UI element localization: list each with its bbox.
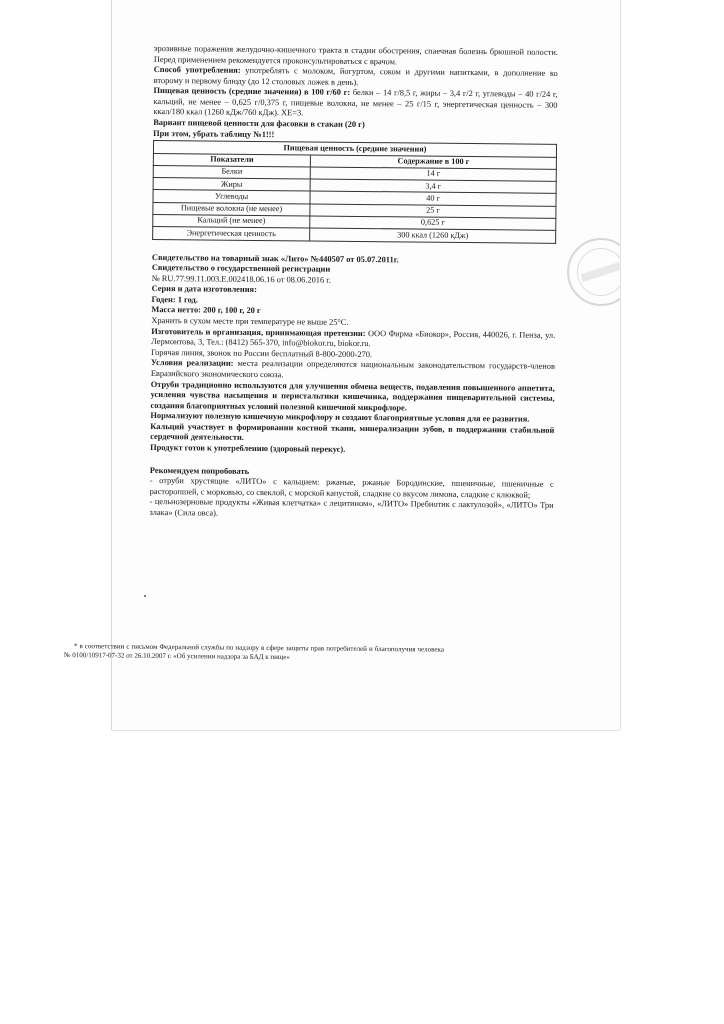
registration-number: № RU.77.99.11.003.Е.002418.06.16 от 08.06.2016 г.	[151, 273, 331, 285]
table-cell-name: Пищевые волокна (не менее)	[153, 202, 310, 216]
method-text: употреблять с молоком, йогуртом, соком и другими напитками, в дополнение ко второму и первому блюду (до 12 столовых ложек в день).	[153, 65, 558, 87]
benefit-paragraph: Кальций участвует в формировании костной ткани, минерализации зубов, в поддержании стабильной сердечной деятельности.	[150, 421, 555, 443]
footnote-text: * в соответствии с письмом Федеральной службы по надзору в сфере защиты прав потребителей и благополучия человека № 0100/10917-07-32 от 26.10.2007 г. «Об усилении надзора за БАД к пище»	[63, 642, 444, 662]
recommend-item: - отруби хрустящие «ЛИТО» с кальцием: ржаные, ржаные Бородинские, пшеничные, пшеничные с расторопшей, с морковью, со свеклой, с морской капустой, сладкие со вкусом лимона, сладкие с клюквой;	[149, 476, 554, 500]
page-content	[149, 44, 558, 522]
recommend-item: - цельнозерновые продукты «Живая клетчатка» с лецитином», «ЛИТО» Пребиотик с лактулозой», «ЛИТО» Три злака» (Сила овса).	[149, 497, 554, 518]
benefit-paragraph: Продукт готов к употреблению (здоровый перекус).	[150, 442, 346, 454]
benefit-paragraph: Нормализуют полезную кишечную микрофлору и создают благоприятные условия для ее развития.	[150, 411, 530, 424]
table-cell-value: 3,4 г	[310, 179, 556, 194]
scan-speck	[144, 595, 146, 597]
recommend-title: Рекомендуем попробовать	[149, 465, 250, 476]
intro-paragraph: эрозивные поражения желудочно-кишечного тракта в стадии обострения, спаечная болезнь брюшной полости. Перед применением рекомендуется проконсультироваться с врачом.	[153, 44, 558, 66]
net-mass-line: Масса нетто: 200 г, 100 г, 20 г	[151, 305, 261, 316]
maker-text: ООО Фирма «Биокор», Россия, 440026, г. Пенза, ул. Лермонтова, 3, Тел.: (8412) 565-370, info@biokor.ru, biokor.ru.	[151, 328, 556, 349]
trademark-line: Свидетельство на товарный знак «Лито» №440507 от 05.07.2011г.	[151, 252, 399, 264]
nutrition-paragraph	[153, 86, 557, 122]
sale-text: места реализации определяются национальным законодательством государств-членов Евразийского экономического союза.	[150, 359, 555, 380]
table-header-content: Содержание в 100 г	[310, 155, 556, 170]
batch-line: Серия и дата изготовления:	[151, 284, 257, 295]
variant-line: Вариант пищевой ценности для фасовки в стакан (20 г)	[153, 118, 365, 130]
scanned-page	[112, 0, 620, 730]
table-cell-name: Углеводы	[153, 190, 310, 204]
table-cell-name: Жиры	[153, 178, 310, 192]
table-cell-value: 0,625 г	[310, 216, 556, 231]
nutrition-label: Пищевая ценность (средние значения) в 100 г/60 г:	[153, 86, 351, 98]
table-caption: Пищевая ценность (средние значения)	[153, 141, 556, 157]
sale-label: Условия реализации:	[150, 358, 234, 369]
stamp-center-mark	[581, 262, 620, 282]
table-header-indicator: Показатели	[153, 153, 310, 167]
table-cell-value: 14 г	[310, 167, 556, 182]
table-cell-name: Кальций (не менее)	[153, 214, 310, 228]
faded-stamp	[567, 238, 620, 306]
table-cell-value: 40 г	[310, 191, 556, 206]
benefit-paragraph: Отруби традиционно используются для улучшения обмена веществ, подавления повышенного аппетита, усиления чувства насыщения и перистальтики кишечника, поддержания пищеварительной системы, создания благоприятных условий полезной кишечной микрофлоре.	[150, 379, 555, 413]
stamp-inner-ring	[577, 248, 620, 296]
maker-label: Изготовитель и организация, принимающая претензии:	[151, 326, 366, 338]
method-label: Способ употребления:	[153, 65, 241, 75]
table-row	[153, 227, 556, 243]
hotline-line: Горячая линия, звонок по России бесплатный 8-800-2000-270.	[150, 347, 373, 359]
nutrition-table	[152, 140, 557, 243]
footnote	[64, 642, 444, 664]
remove-table-note: При этом, убрать таблицу №1!!!	[153, 128, 275, 139]
shelf-life-line: Годен: 1 год.	[151, 294, 198, 305]
table-cell-value: 25 г	[310, 204, 556, 219]
registration-label: Свидетельство о государственной регистрации	[151, 263, 331, 274]
table-cell-name: Белки	[153, 165, 310, 179]
nutrition-text: белки – 14 г/8,5 г, жиры – 3,4 г/2 г, углеводы – 40 г/24 г, кальций, не менее – 0,625 г/0,375 г, пищевые волокна, не менее – 25 г/15 г, энергетическая ценность – 300 ккал/180 ккал (1260 кДж/760 кДж). ХЕ=3.	[153, 88, 558, 118]
table-cell-value: 300 ккал (1260 кДж)	[310, 228, 556, 243]
storage-line: Хранить в сухом месте при температуре не выше 25°С.	[151, 316, 349, 327]
table-cell-name: Энергетическая ценность	[153, 227, 310, 241]
